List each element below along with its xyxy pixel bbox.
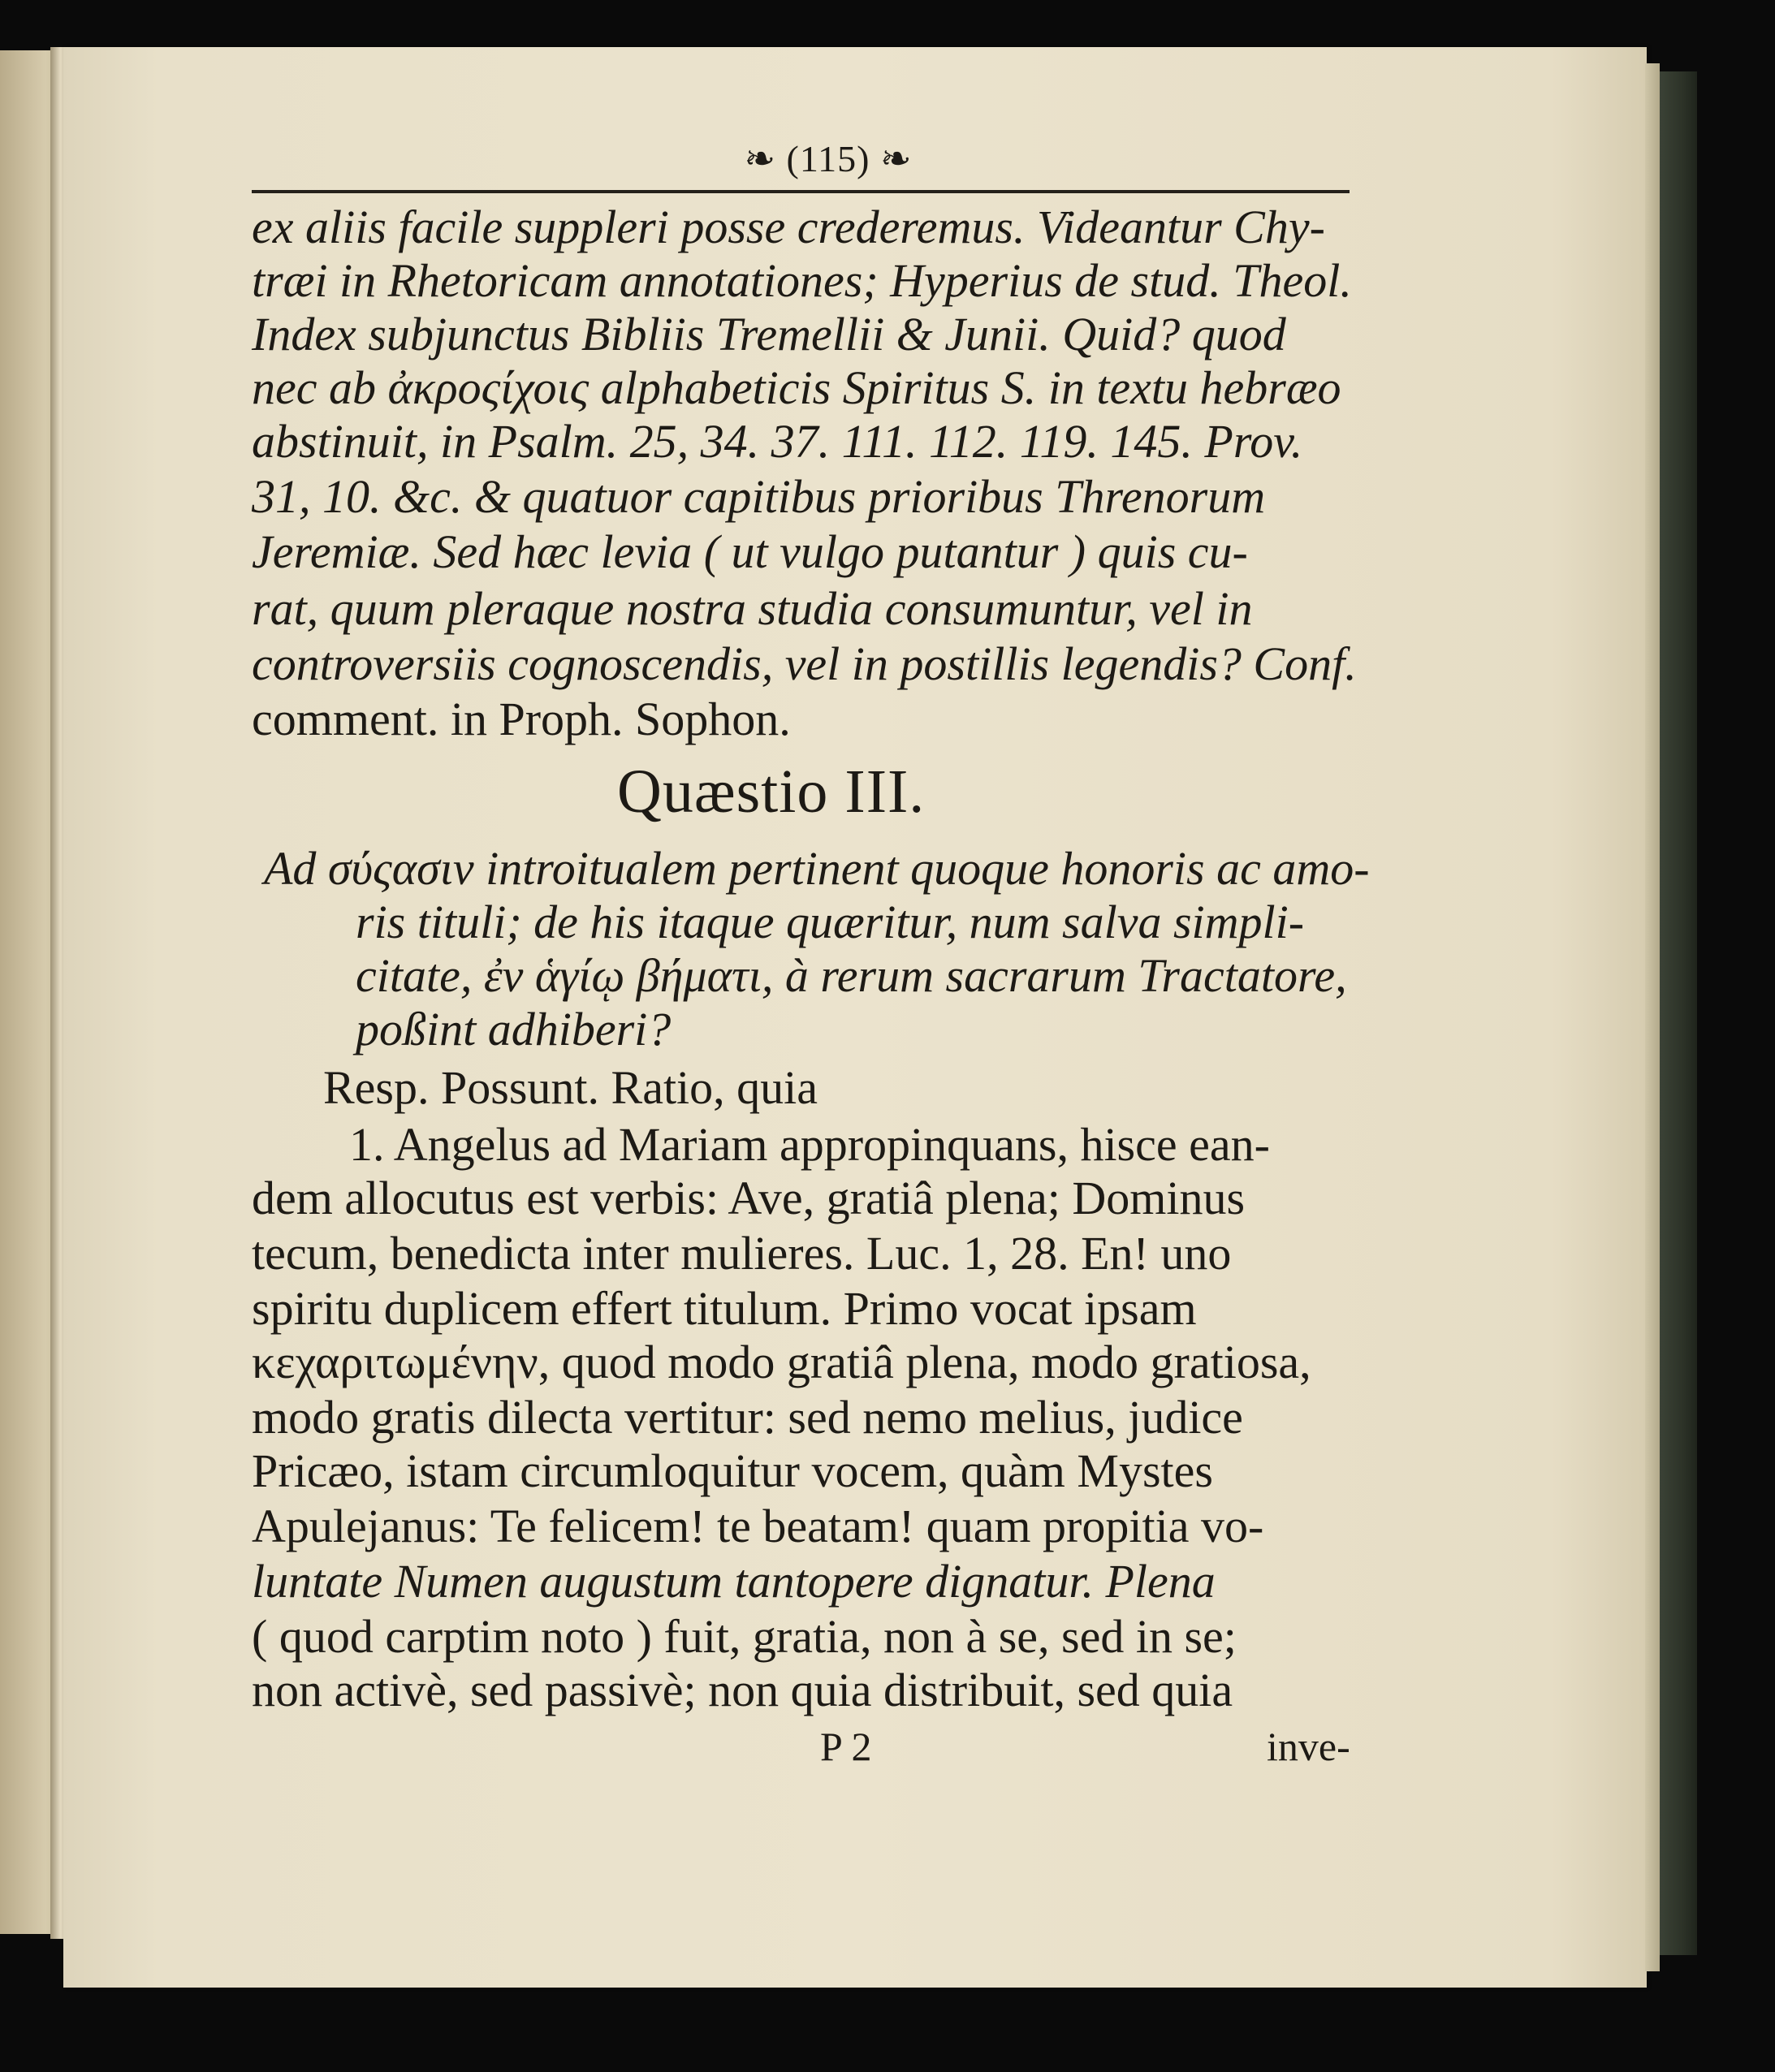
answer-line-1: Resp. Possunt. Ratio, quia <box>323 1061 818 1114</box>
answer-line-8: Pricæo, istam circumloquitur vocem, quàm Mystes <box>252 1444 1213 1497</box>
intro-line-3: Index subjunctus Bibliis Tremellii & Junii. Quid? quod <box>252 308 1286 360</box>
signature-mark: P 2 <box>820 1724 872 1769</box>
header-rule <box>252 190 1350 193</box>
intro-line-7: Jeremiæ. Sed hæc levia ( ut vulgo putantur ) quis cu- <box>252 525 1248 578</box>
answer-line-6: κεχαριτωμένην, quod modo gratiâ plena, modo gratiosa, <box>252 1336 1311 1388</box>
intro-line-1: ex aliis facile suppleri posse crederemus. Videantur Chy- <box>252 201 1325 253</box>
intro-line-8: rat, quum pleraque nostra studia consumuntur, vel in <box>252 582 1253 635</box>
intro-line-2: træi in Rhetoricam annotationes; Hyperius de stud. Theol. <box>252 254 1352 307</box>
question-line-4: poßint adhiberi? <box>356 1003 672 1055</box>
answer-line-7: modo gratis dilecta vertitur: sed nemo melius, judice <box>252 1391 1243 1444</box>
intro-line-10: comment. in Proph. Sophon. <box>252 693 791 745</box>
question-line-1: Ad σύςασιν introitualem pertinent quoque honoris ac amo- <box>264 842 1370 895</box>
question-line-3: citate, ἐν ἁγίῳ βήματι, à rerum sacrarum Tractatore, <box>356 949 1347 1002</box>
intro-line-9: controversiis cognoscendis, vel in postillis legendis? Conf. <box>252 637 1357 690</box>
book-cover-edge <box>1660 71 1697 1955</box>
intro-line-5: abstinuit, in Psalm. 25, 34. 37. 111. 112. 119. 145. Prov. <box>252 415 1303 468</box>
answer-line-3: dem allocutus est verbis: Ave, gratiâ plena; Dominus <box>252 1172 1246 1224</box>
page-header: ❧ (115) ❧ <box>744 138 913 179</box>
answer-line-5: spiritu duplicem effert titulum. Primo vocat ipsam <box>252 1282 1197 1335</box>
section-heading: Quæstio III. <box>617 758 926 826</box>
intro-line-4: nec ab ἀκροςίχοις alphabeticis Spiritus S. in textu hebræo <box>252 361 1341 414</box>
answer-line-4: tecum, benedicta inter mulieres. Luc. 1, 28. En! uno <box>252 1227 1232 1280</box>
answer-line-10: luntate Numen augustum tantopere dignatur. Plena <box>252 1555 1216 1608</box>
answer-line-12: non activè, sed passivè; non quia distribuit, sed quia <box>252 1664 1233 1716</box>
catchword: inve- <box>1267 1724 1350 1769</box>
intro-line-6: 31, 10. &c. & quatuor capitibus prioribus Threnorum <box>252 470 1266 523</box>
question-line-2: ris tituli; de his itaque quæritur, num salva simpli- <box>356 896 1305 948</box>
answer-line-9: Apulejanus: Te felicem! te beatam! quam propitia vo- <box>252 1500 1264 1552</box>
page-stack-edge <box>1645 63 1660 1971</box>
answer-line-2: 1. Angelus ad Mariam appropinquans, hisce ean- <box>349 1118 1270 1171</box>
answer-line-11: ( quod carptim noto ) fuit, gratia, non à se, sed in se; <box>252 1610 1237 1663</box>
